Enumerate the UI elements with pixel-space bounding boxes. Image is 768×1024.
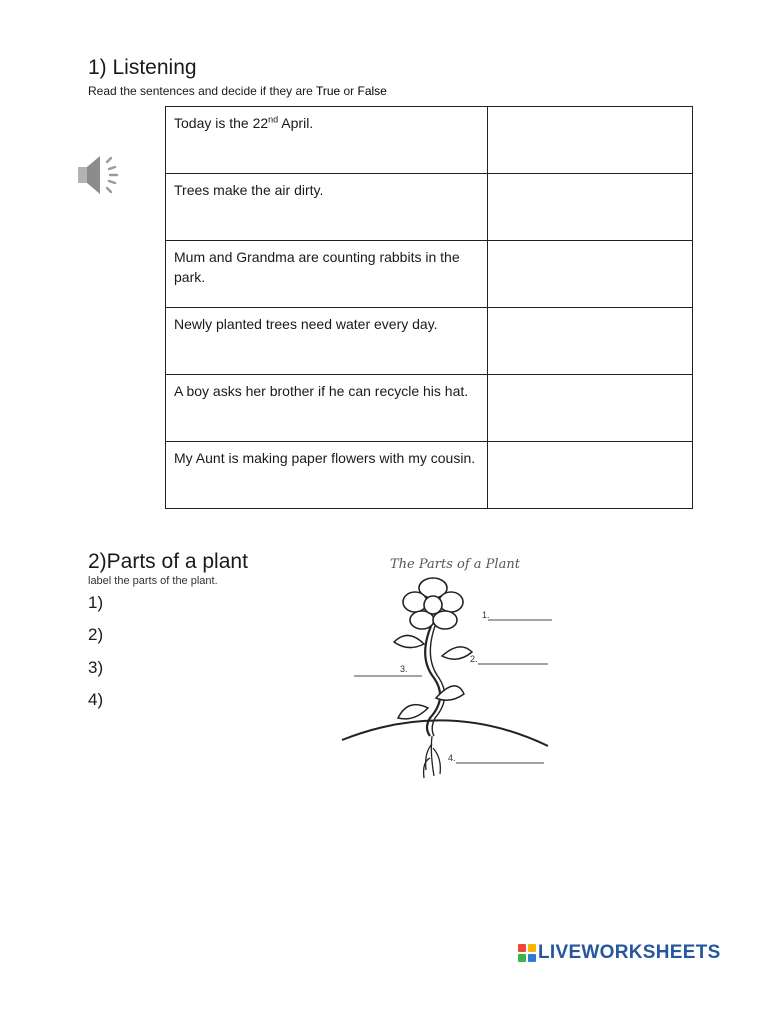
statement-text-suffix: April. xyxy=(278,115,314,131)
logo-text: LIVEWORKSHEETS xyxy=(538,942,721,963)
plant-label-answer-3[interactable] xyxy=(111,656,281,680)
statement-row xyxy=(166,241,693,308)
plant-diagram-label-4: 4. xyxy=(448,753,456,763)
answer-input-2[interactable] xyxy=(488,174,692,240)
plant-label-answer-1[interactable] xyxy=(111,591,281,615)
answer-cell xyxy=(488,174,693,241)
plant-diagram-title: The Parts of a Plant xyxy=(390,557,520,572)
answer-input-5[interactable] xyxy=(488,375,692,441)
plant-diagram-label-3: 3. xyxy=(400,664,408,674)
statement-row xyxy=(166,442,693,509)
statement-text-superscript: nd xyxy=(268,114,279,125)
statement-text-main: Today is the 22 xyxy=(174,115,269,131)
statement-text xyxy=(166,174,488,241)
plant-label-number: 4) xyxy=(88,690,104,709)
liveworksheets-logo xyxy=(518,942,721,964)
section1-instruction xyxy=(88,84,387,98)
plant-diagram xyxy=(338,548,558,783)
logo-mark-icon xyxy=(518,944,536,962)
statement-text-main: My Aunt is making paper flowers with my cousin. xyxy=(174,450,476,466)
instruction-or: or xyxy=(340,84,358,98)
plant-label-row-4 xyxy=(88,688,281,712)
instruction-prefix: Read the sentences and decide if they are xyxy=(88,84,316,98)
plant-diagram-label-1: 1. xyxy=(482,610,490,620)
answer-cell xyxy=(488,375,693,442)
statement-row xyxy=(166,174,693,241)
section2-instruction: label the parts of the plant. xyxy=(88,575,218,587)
speaker-icon[interactable] xyxy=(74,152,126,198)
statement-row xyxy=(166,308,693,375)
statement-text xyxy=(166,241,488,308)
statement-text-main: A boy asks her brother if he can recycle his hat. xyxy=(174,383,469,399)
statement-row xyxy=(166,107,693,174)
answer-cell xyxy=(488,308,693,375)
statement-text xyxy=(166,308,488,375)
plant-label-answer-4[interactable] xyxy=(111,688,281,712)
answer-input-4[interactable] xyxy=(488,308,692,374)
plant-label-row-3 xyxy=(88,656,281,680)
instruction-false: False xyxy=(357,84,387,98)
answer-input-6[interactable] xyxy=(488,442,692,508)
statement-text-main: Newly planted trees need water every day. xyxy=(174,316,438,332)
flower-icon xyxy=(403,578,463,629)
plant-label-row-1 xyxy=(88,591,281,615)
answer-cell xyxy=(488,107,693,174)
section2-title: 2)Parts of a plant xyxy=(88,550,248,573)
answer-input-3[interactable] xyxy=(488,241,692,307)
statement-text-main: Trees make the air dirty. xyxy=(174,182,324,198)
answer-cell xyxy=(488,241,693,308)
plant-diagram-label-2: 2. xyxy=(470,654,478,664)
section1-title: 1) Listening xyxy=(88,56,197,79)
answer-input-1[interactable] xyxy=(488,107,692,173)
plant-label-row-2 xyxy=(88,623,281,647)
roots-icon xyxy=(424,736,441,778)
answer-cell xyxy=(488,442,693,509)
instruction-true: True xyxy=(315,84,341,98)
statement-text xyxy=(166,442,488,509)
ground-line xyxy=(342,720,548,746)
statement-row xyxy=(166,375,693,442)
statement-text-main: Mum and Grandma are counting rabbits in the park. xyxy=(174,249,460,285)
plant-label-number: 1) xyxy=(88,593,104,612)
plant-label-answer-2[interactable] xyxy=(111,623,281,647)
true-false-table xyxy=(165,106,693,509)
statement-text xyxy=(166,107,488,174)
statement-text xyxy=(166,375,488,442)
plant-label-number: 3) xyxy=(88,658,104,677)
plant-label-number: 2) xyxy=(88,625,104,644)
